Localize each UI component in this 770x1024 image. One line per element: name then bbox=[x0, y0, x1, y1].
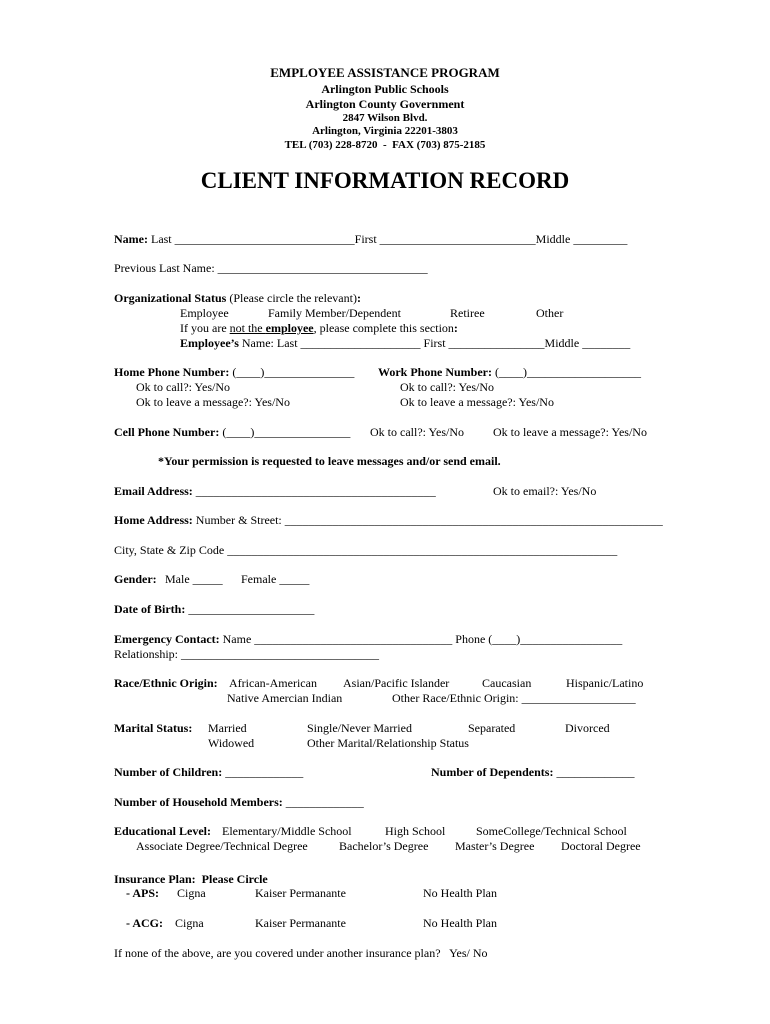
previous-last-name-field[interactable]: Previous Last Name: ___________________________________ bbox=[114, 261, 428, 275]
org-status-row bbox=[114, 291, 361, 305]
acg-cigna[interactable]: Cigna bbox=[175, 916, 204, 930]
relationship-field[interactable]: Relationship: _________________________________ bbox=[114, 647, 379, 661]
employees-label: Employee’s bbox=[180, 336, 239, 350]
marital-widowed[interactable]: Widowed bbox=[208, 736, 255, 750]
children-label: Number of Children: bbox=[114, 765, 223, 779]
email-row[interactable] bbox=[114, 484, 436, 498]
emergency-label: Emergency Contact: bbox=[114, 632, 220, 646]
edu-some-college[interactable]: SomeCollege/Technical School bbox=[476, 824, 627, 838]
edu-high-school[interactable]: High School bbox=[385, 824, 446, 838]
middle-name-field[interactable]: Middle _________ bbox=[535, 232, 628, 246]
home-phone-row[interactable] bbox=[114, 365, 354, 379]
edu-masters[interactable]: Master’s Degree bbox=[455, 839, 535, 853]
race-other-field[interactable]: Other Race/Ethnic Origin: ___________________ bbox=[392, 691, 636, 705]
dob-label: Date of Birth: bbox=[114, 602, 186, 616]
home-address-label: Home Address: bbox=[114, 513, 193, 527]
city-state-zip-field[interactable]: City, State & Zip Code _________________________________________________________________ bbox=[114, 543, 618, 557]
instruction-not-the: not the bbox=[229, 321, 266, 335]
instruction-employee: employee bbox=[265, 321, 314, 335]
insurance-acg-label: - ACG: bbox=[126, 916, 163, 930]
work-ok-to-leave-message[interactable]: Ok to leave a message?: Yes/No bbox=[400, 395, 554, 409]
edu-bachelors[interactable]: Bachelor’s Degree bbox=[339, 839, 429, 853]
insurance-aps-label: - APS: bbox=[126, 886, 159, 900]
race-african-american[interactable]: African-American bbox=[229, 676, 317, 690]
marital-single[interactable]: Single/Never Married bbox=[307, 721, 412, 735]
email-label: Email Address: bbox=[114, 484, 193, 498]
dependents-field[interactable]: _____________ bbox=[553, 765, 635, 779]
org-status-hint: (Please circle the relevant) bbox=[226, 291, 357, 305]
marital-label: Marital Status: bbox=[114, 721, 193, 735]
employees-name-word: Name bbox=[238, 336, 271, 350]
marital-separated[interactable]: Separated bbox=[468, 721, 516, 735]
gender-female-field[interactable]: Female _____ bbox=[241, 572, 310, 586]
address-city: Arlington, Virginia 22201-3803 bbox=[312, 125, 458, 137]
marital-other[interactable]: Other Marital/Relationship Status bbox=[307, 736, 469, 750]
race-native-american[interactable]: Native Amercian Indian bbox=[227, 691, 343, 705]
org-county: Arlington County Government bbox=[305, 97, 465, 111]
insurance-label: Insurance Plan: Please Circle bbox=[114, 872, 268, 886]
other-insurance-question[interactable]: If none of the above, are you covered under another insurance plan? Yes/ No bbox=[114, 946, 488, 960]
page-title: CLIENT INFORMATION RECORD bbox=[200, 168, 570, 193]
phone-fax: TEL (703) 228-8720 - FAX (703) 875-2185 bbox=[284, 139, 486, 151]
name-row bbox=[114, 232, 627, 246]
org-status-label: Organizational Status bbox=[114, 291, 227, 305]
employee-name-row[interactable] bbox=[180, 336, 630, 350]
race-label: Race/Ethnic Origin: bbox=[114, 676, 218, 690]
household-row[interactable] bbox=[114, 795, 364, 809]
instruction-text-1: If you are bbox=[180, 321, 230, 335]
org-schools: Arlington Public Schools bbox=[321, 82, 449, 96]
edu-elementary[interactable]: Elementary/Middle School bbox=[222, 824, 352, 838]
aps-kaiser[interactable]: Kaiser Permanante bbox=[255, 886, 346, 900]
employee-instruction bbox=[180, 321, 458, 335]
dob-field[interactable]: _____________________ bbox=[185, 602, 315, 616]
option-retiree[interactable]: Retiree bbox=[450, 306, 485, 320]
home-phone-field[interactable]: (____)_______________ bbox=[229, 365, 355, 379]
dependents-label: Number of Dependents: bbox=[431, 765, 554, 779]
instruction-text-2: , please complete this section bbox=[313, 321, 454, 335]
home-address-row[interactable] bbox=[114, 513, 663, 527]
cell-ok-to-call[interactable]: Ok to call?: Yes/No bbox=[370, 425, 464, 439]
permission-note: *Your permission is requested to leave messages and/or send email. bbox=[158, 454, 501, 468]
gender-male-field[interactable]: Male _____ bbox=[165, 572, 223, 586]
race-caucasian[interactable]: Caucasian bbox=[482, 676, 532, 690]
children-field[interactable]: _____________ bbox=[222, 765, 304, 779]
option-family-member[interactable]: Family Member/Dependent bbox=[268, 306, 401, 320]
emergency-row[interactable] bbox=[114, 632, 622, 646]
work-phone-label: Work Phone Number: bbox=[378, 365, 492, 379]
cell-phone-field[interactable]: (____)________________ bbox=[219, 425, 351, 439]
home-phone-label: Home Phone Number: bbox=[114, 365, 230, 379]
program-name: EMPLOYEE ASSISTANCE PROGRAM bbox=[270, 65, 500, 80]
cell-phone-label: Cell Phone Number: bbox=[114, 425, 220, 439]
org-status-colon: : bbox=[356, 291, 361, 305]
last-name-field[interactable]: Last ______________________________ bbox=[147, 232, 355, 246]
home-ok-to-call[interactable]: Ok to call?: Yes/No bbox=[136, 380, 230, 394]
edu-doctoral[interactable]: Doctoral Degree bbox=[561, 839, 641, 853]
address-street: 2847 Wilson Blvd. bbox=[342, 112, 428, 124]
instruction-colon: : bbox=[453, 321, 458, 335]
marital-married[interactable]: Married bbox=[208, 721, 247, 735]
dob-row[interactable] bbox=[114, 602, 314, 616]
work-ok-to-call[interactable]: Ok to call?: Yes/No bbox=[400, 380, 494, 394]
dependents-row[interactable] bbox=[431, 765, 634, 779]
cell-phone-row[interactable] bbox=[114, 425, 350, 439]
first-name-field[interactable]: First __________________________ bbox=[354, 232, 536, 246]
option-employee[interactable]: Employee bbox=[180, 306, 229, 320]
cell-ok-to-leave-message[interactable]: Ok to leave a message?: Yes/No bbox=[493, 425, 647, 439]
race-hispanic-latino[interactable]: Hispanic/Latino bbox=[566, 676, 644, 690]
employee-name-fields[interactable]: : Last ____________________ First ________________Middle ________ bbox=[270, 336, 631, 350]
children-row[interactable] bbox=[114, 765, 303, 779]
ok-to-email[interactable]: Ok to email?: Yes/No bbox=[493, 484, 597, 498]
name-label: Name: bbox=[114, 232, 148, 246]
email-field[interactable]: ________________________________________ bbox=[192, 484, 436, 498]
aps-cigna[interactable]: Cigna bbox=[177, 886, 206, 900]
work-phone-field[interactable]: (____)___________________ bbox=[492, 365, 641, 379]
emergency-name-phone-field[interactable]: Name _________________________________ Phone (____)_________________ bbox=[219, 632, 623, 646]
acg-kaiser[interactable]: Kaiser Permanante bbox=[255, 916, 346, 930]
marital-divorced[interactable]: Divorced bbox=[565, 721, 610, 735]
gender-label: Gender: bbox=[114, 572, 157, 586]
work-phone-row[interactable] bbox=[378, 365, 641, 379]
edu-associate[interactable]: Associate Degree/Technical Degree bbox=[136, 839, 308, 853]
home-ok-to-leave-message[interactable]: Ok to leave a message?: Yes/No bbox=[136, 395, 290, 409]
option-other[interactable]: Other bbox=[536, 306, 564, 320]
education-label: Educational Level: bbox=[114, 824, 212, 838]
acg-no-plan[interactable]: No Health Plan bbox=[423, 916, 497, 930]
household-field[interactable]: _____________ bbox=[282, 795, 364, 809]
aps-no-plan[interactable]: No Health Plan bbox=[423, 886, 497, 900]
street-field[interactable]: Number & Street: _______________________________________________________________ bbox=[192, 513, 663, 527]
race-asian-pacific[interactable]: Asian/Pacific Islander bbox=[343, 676, 450, 690]
household-label: Number of Household Members: bbox=[114, 795, 283, 809]
